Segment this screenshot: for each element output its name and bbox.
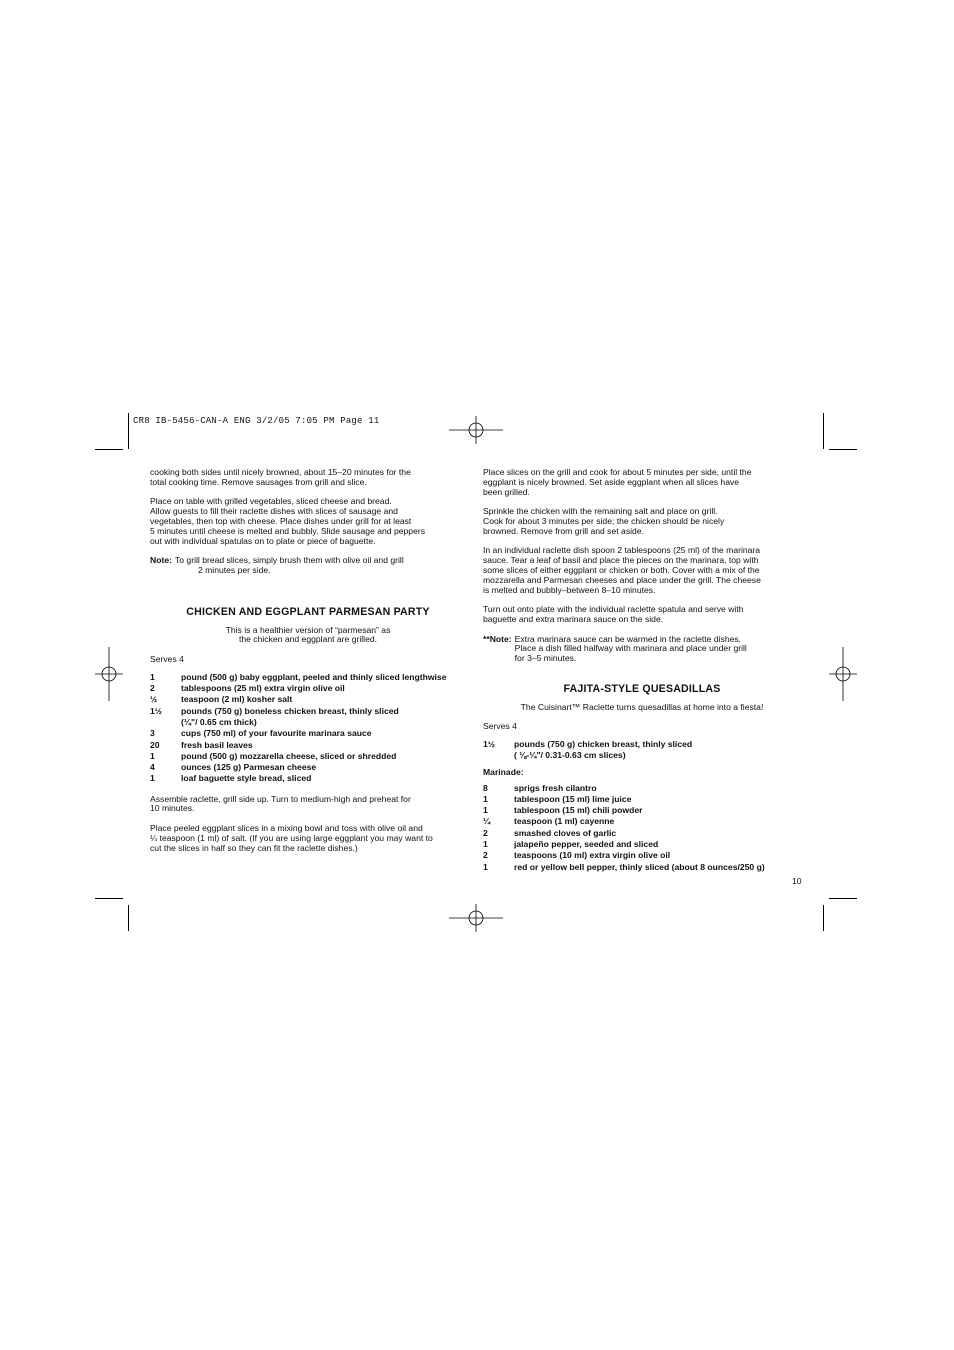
note-label: Note: — [150, 555, 172, 566]
ingredient-row: 1 red or yellow bell pepper, thinly sliced (about 8 ounces/250 g) — [483, 861, 765, 872]
crop-mark — [128, 413, 129, 449]
crop-mark — [823, 905, 824, 931]
ingredient-row: 2 smashed cloves of garlic — [483, 827, 617, 838]
crop-mark — [95, 898, 123, 899]
paragraph: In an individual raclette dish spoon 2 tablespoons (25 ml) of the marinara sauce. Tear a leaf of basil and place the pieces on the marinara, top with some slices of either eggplant or chicken or both. Cover with a mix of the mozzarella and Parmesan cheeses and place under the grill. The cheese is melted and bubbly–between 8–10 minutes. — [483, 545, 761, 595]
recipe-title: FAJITA-STYLE QUESADILLAS — [563, 682, 721, 695]
paragraph: cooking both sides until nicely browned, about 15–20 minutes for the total cooking time. Remove sausages from grill and slice. — [150, 467, 411, 487]
paragraph: Sprinkle the chicken with the remaining salt and place on grill. Cook for about 3 minutes per side; the chicken should be nicely browned. Remove from grill and set aside. — [483, 506, 725, 536]
paragraph: Assemble raclette, grill side up. Turn to medium-high and preheat for 10 minutes. — [150, 793, 411, 814]
registration-mark-left-icon — [95, 647, 123, 701]
ingredient-row: 1 pound (500 g) mozzarella cheese, sliced or shredded — [150, 750, 397, 761]
ingredient-row: 1 tablespoon (15 ml) chili powder — [483, 805, 643, 816]
ingredient-row: 1 loaf baguette style bread, sliced — [150, 773, 312, 784]
ingredient-row: (¼"/ 0.65 cm thick) — [181, 716, 257, 727]
ingredient-row: 1 pound (500 g) baby eggplant, peeled and thinly sliced lengthwise — [150, 671, 447, 682]
crop-mark — [829, 898, 857, 899]
serves: Serves 4 — [483, 721, 517, 732]
crop-mark — [829, 449, 857, 450]
ingredient-row: 1½ pounds (750 g) boneless chicken breast, thinly sliced — [150, 705, 399, 716]
note-label: **Note: — [483, 633, 512, 644]
ingredient-row: 1 jalapeño pepper, seeded and sliced — [483, 839, 659, 849]
ingredient-row: 1½ pounds (750 g) chicken breast, thinly sliced — [483, 739, 693, 750]
recipe-intro: The Cuisinart™ Raclette turns quesadillas at home into a fiesta! — [520, 701, 764, 712]
recipe-intro: This is a healthier version of “parmesan” as the chicken and eggplant are grilled. — [225, 624, 391, 645]
right-column — [483, 468, 801, 873]
paragraph: Place on table with grilled vegetables, sliced cheese and bread. Allow guests to fill their raclette dishes with slices of sausage and vegetables, then top with cheese. Place dishes under grill for at least 5 minutes until cheese is melted and bubbly. Slide sausage and peppers out with individual spatulas on to plate or piece of baguette. — [150, 496, 426, 546]
crop-mark — [128, 905, 129, 931]
ingredient-row: 20 fresh basil leaves — [150, 739, 253, 750]
ingredient-row: 2 teaspoons (10 ml) extra virgin olive oil — [483, 850, 671, 861]
note: **Note: Extra marinara sauce can be warmed in the raclette dishes. Place a dish filled halfway with marinara and place under grill for 3–5 minutes. — [483, 633, 747, 664]
ingredient-list — [483, 739, 801, 762]
serves: Serves 4 — [150, 653, 184, 664]
ingredient-row: ( ⅛-¼"/ 0.31-0.63 cm slices) — [514, 750, 626, 761]
ingredient-row: 2 tablespoons (25 ml) extra virgin olive oil — [150, 683, 345, 694]
note: Note: To grill bread slices, simply brush them with olive oil and grill 2 minutes per side. — [150, 555, 404, 575]
paragraph: Place slices on the grill and cook for about 5 minutes per side, until the eggplant is nicely browned. Set aside eggplant when all slices have been grilled. — [483, 467, 752, 497]
ingredient-row: ¼ teaspoon (1 ml) cayenne — [483, 816, 615, 827]
registration-mark-right-icon — [829, 647, 857, 701]
crop-mark — [823, 413, 824, 449]
marinade-list — [483, 783, 801, 873]
marinade-label: Marinade: — [483, 766, 524, 777]
ingredient-row: 8 sprigs fresh cilantro — [483, 782, 597, 793]
registration-mark-top-icon — [449, 416, 503, 444]
paragraph: Turn out onto plate with the individual raclette spatula and serve with baguette and extra marinara sauce on the side. — [483, 604, 744, 624]
ingredient-row: 3 cups (750 ml) of your favourite marinara sauce — [150, 728, 372, 739]
print-slug: CR8 IB-5456-CAN-A ENG 3/2/05 7:05 PM Page 11 — [133, 416, 380, 426]
left-column — [150, 468, 466, 853]
ingredient-list — [150, 672, 466, 785]
crop-mark — [95, 449, 123, 450]
recipe-title: CHICKEN AND EGGPLANT PARMESAN PARTY — [186, 605, 430, 618]
ingredient-row: ½ teaspoon (2 ml) kosher salt — [150, 694, 293, 705]
ingredient-row: 1 tablespoon (15 ml) lime juice — [483, 793, 632, 804]
ingredient-row: 4 ounces (125 g) Parmesan cheese — [150, 762, 317, 773]
page-number: 10 — [792, 876, 802, 886]
paragraph: Place peeled eggplant slices in a mixing bowl and toss with olive oil and ¼ teaspoon (1 ml) of salt. (If you are using large eggplant you may want to cut the slices in half so they can fit the raclette dishes.) — [150, 822, 433, 853]
registration-mark-bottom-icon — [449, 904, 503, 932]
